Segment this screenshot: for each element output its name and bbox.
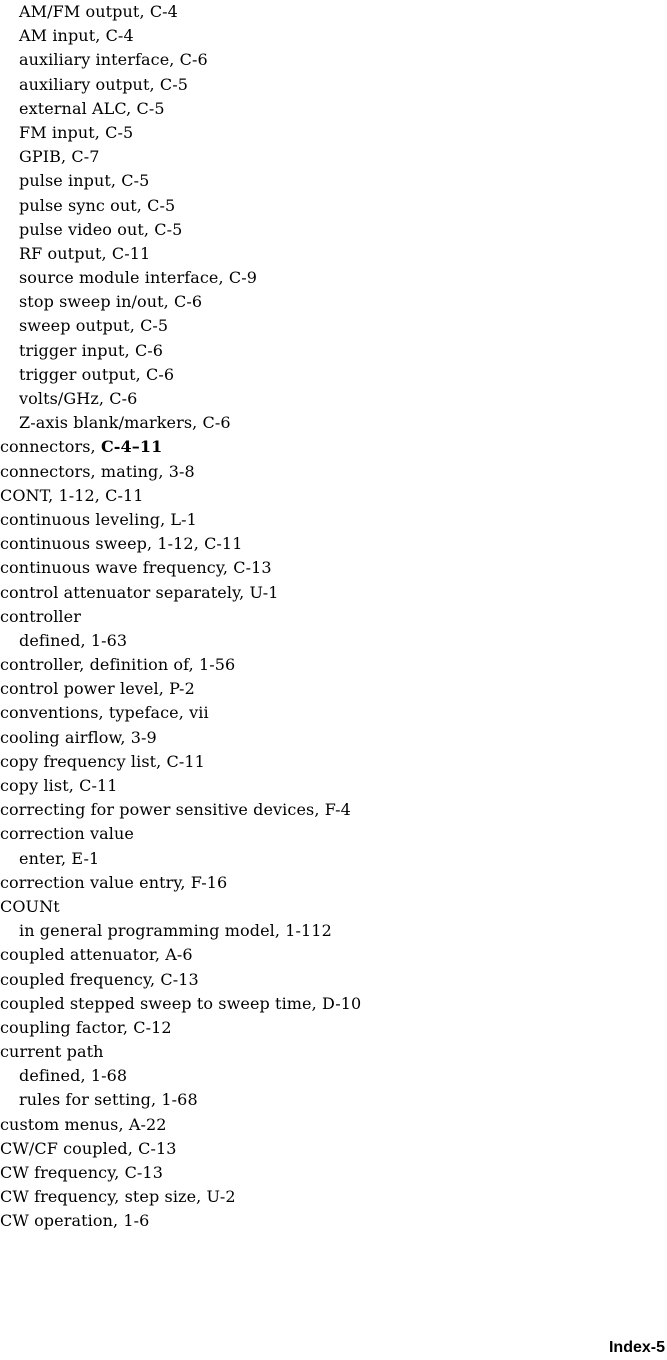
- index-entry-text: control attenuator separately, U-1: [0, 582, 279, 602]
- index-subentry: [0, 0, 667, 24]
- index-entry: [0, 653, 667, 677]
- index-entry-bold-ref: C-4–11: [100, 437, 163, 457]
- index-entry-text: coupled stepped sweep to sweep time, D-10: [0, 993, 362, 1013]
- index-entry: [0, 871, 667, 895]
- index-subentry: [0, 919, 667, 943]
- index-entry-text: cooling airflow, 3-9: [0, 727, 157, 747]
- index-entry: [0, 1137, 667, 1161]
- index-subentry: [0, 629, 667, 653]
- index-entry-text: controller: [0, 606, 81, 626]
- index-entry: [0, 943, 667, 967]
- index-entry: [0, 968, 667, 992]
- page-number: Index-5: [608, 1339, 665, 1356]
- index-entry-text: defined, 1-63: [19, 630, 128, 650]
- index-entry-text: connectors, mating, 3-8: [0, 461, 195, 481]
- index-subentry: [0, 339, 667, 363]
- index-entry-text: RF output, C-11: [19, 243, 151, 263]
- index-entry-text: COUNt: [0, 896, 60, 916]
- index-subentry: [0, 194, 667, 218]
- index-entry-text: CW operation, 1-6: [0, 1211, 150, 1231]
- index-entry: [0, 1185, 667, 1209]
- index-entry: [0, 895, 667, 919]
- index-entry-text: rules for setting, 1-68: [19, 1090, 198, 1110]
- index-entry-text: copy frequency list, C-11: [0, 751, 205, 771]
- index-entry-text: CONT, 1-12, C-11: [0, 485, 144, 505]
- index-entry-text: AM/FM output, C-4: [19, 2, 178, 21]
- index-entry-text: AM input, C-4: [19, 26, 134, 46]
- index-subentry: [0, 121, 667, 145]
- index-entry-text: stop sweep in/out, C-6: [19, 292, 203, 312]
- index-entry: [0, 1016, 667, 1040]
- index-entry-text: in general programming model, 1-112: [19, 921, 332, 941]
- index-entry-text: external ALC, C-5: [19, 98, 165, 118]
- index-subentry: [0, 218, 667, 242]
- index-subentry: [0, 48, 667, 72]
- index-entry: [0, 435, 667, 459]
- index-entry-text: conventions, typeface, vii: [0, 703, 209, 723]
- index-subentry: [0, 1064, 667, 1088]
- index-subentry: [0, 169, 667, 193]
- index-entry-text: Z-axis blank/markers, C-6: [19, 413, 231, 433]
- index-subentry: [0, 387, 667, 411]
- index-entry-text: correction value entry, F-16: [0, 872, 228, 892]
- index-entry: [0, 701, 667, 725]
- index-entry-text: coupled frequency, C-13: [0, 969, 199, 989]
- index-entry-text: controller, definition of, 1-56: [0, 655, 236, 675]
- index-entry-text: copy list, C-11: [0, 776, 118, 795]
- index-entry-text: defined, 1-68: [19, 1066, 128, 1086]
- index-entry: [0, 556, 667, 580]
- index-entry: [0, 774, 667, 798]
- index-entry-text: sweep output, C-5: [19, 316, 169, 336]
- index-entry-text: volts/GHz, C-6: [19, 389, 138, 408]
- index-entry-text: CW frequency, step size, U-2: [0, 1187, 236, 1207]
- index-entry: [0, 460, 667, 484]
- index-subentry: [0, 24, 667, 48]
- index-entry: [0, 1113, 667, 1137]
- index-subentry: [0, 1088, 667, 1112]
- index-entry: [0, 484, 667, 508]
- index-subentry: [0, 73, 667, 97]
- index-entry-text: correction value: [0, 824, 134, 844]
- index-subentry: [0, 411, 667, 435]
- index-entry-text: source module interface, C-9: [19, 268, 257, 288]
- index-entry: [0, 798, 667, 822]
- index-subentry: [0, 242, 667, 266]
- index-entry-text: auxiliary output, C-5: [19, 74, 188, 94]
- index-entry-text: trigger output, C-6: [19, 364, 175, 384]
- index-entry: [0, 677, 667, 701]
- index-entry-text: FM input, C-5: [19, 122, 134, 142]
- index-entry-text: coupled attenuator, A-6: [0, 945, 193, 965]
- index-entry: [0, 508, 667, 532]
- index-entry-text: custom menus, A-22: [0, 1114, 167, 1134]
- index-entry-text: current path: [0, 1042, 104, 1062]
- index-entry: [0, 822, 667, 846]
- index-entry-text: continuous wave frequency, C-13: [0, 558, 272, 578]
- index-entry-text: coupling factor, C-12: [0, 1017, 172, 1037]
- index-entry: [0, 1209, 667, 1233]
- index-entry: [0, 1040, 667, 1064]
- index-entry-text: pulse sync out, C-5: [19, 195, 176, 215]
- index-entry-text: enter, E-1: [19, 848, 100, 868]
- index-entry: [0, 726, 667, 750]
- index-entry: [0, 605, 667, 629]
- index-entry: [0, 750, 667, 774]
- index-entry: [0, 1161, 667, 1185]
- index-entry: [0, 581, 667, 605]
- index-entry-text: correcting for power sensitive devices, F-4: [0, 800, 351, 820]
- index-subentry: [0, 266, 667, 290]
- index-entry: [0, 532, 667, 556]
- index-entry-text: auxiliary interface, C-6: [19, 50, 208, 70]
- index-entry-text: pulse video out, C-5: [19, 219, 183, 239]
- index-entry-text: trigger input, C-6: [19, 340, 164, 360]
- index-entry-text: GPIB, C-7: [19, 147, 100, 167]
- index-subentry: [0, 314, 667, 338]
- index-entry: [0, 992, 667, 1016]
- index-subentry: [0, 97, 667, 121]
- index-subentry: [0, 363, 667, 387]
- index-subentry: [0, 290, 667, 314]
- index-entry-text: CW frequency, C-13: [0, 1163, 163, 1182]
- index-subentry: [0, 145, 667, 169]
- index-entry-text: pulse input, C-5: [19, 171, 150, 191]
- index-entry-text: continuous leveling, L-1: [0, 509, 197, 529]
- index-subentry: [0, 847, 667, 871]
- index-entry-text: continuous sweep, 1-12, C-11: [0, 534, 243, 554]
- index-entry-text: connectors,: [0, 437, 101, 457]
- index-entry-text: CW/CF coupled, C-13: [0, 1138, 177, 1158]
- index-entry-text: control power level, P-2: [0, 679, 195, 699]
